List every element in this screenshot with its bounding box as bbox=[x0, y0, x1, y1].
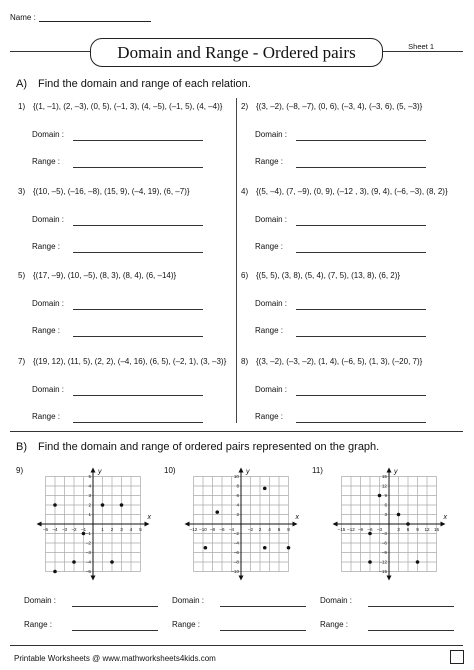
problem-number: 2) bbox=[241, 102, 249, 111]
range-answer-line[interactable] bbox=[368, 630, 454, 631]
range-answer-line[interactable] bbox=[73, 252, 203, 253]
range-label: Range : bbox=[24, 620, 53, 629]
range-label: Range : bbox=[32, 412, 61, 421]
problem-number: 7) bbox=[18, 357, 26, 366]
plotted-point bbox=[263, 546, 267, 550]
range-answer-line[interactable] bbox=[296, 167, 426, 168]
footer-rule bbox=[10, 645, 463, 646]
graph-number: 11) bbox=[312, 466, 323, 475]
problem-number: 5) bbox=[18, 271, 26, 280]
y-tick-label: 4 bbox=[88, 483, 91, 489]
range-label: Range : bbox=[255, 242, 284, 251]
x-tick-label: –8 bbox=[209, 527, 216, 532]
domain-answer-line[interactable] bbox=[220, 606, 306, 607]
y-axis-arrow-down bbox=[239, 576, 244, 581]
problem-set: {(5, –4), (7, –9), (0, 9), (–12 , 3), (9, 4), (–6, –3), (8, 2)} bbox=[256, 187, 448, 196]
page-title: Domain and Range - Ordered pairs bbox=[90, 38, 383, 67]
problem-text bbox=[18, 102, 222, 111]
y-tick-label: –12 bbox=[379, 559, 387, 565]
graph-number: 9) bbox=[16, 466, 24, 475]
domain-answer-line[interactable] bbox=[73, 140, 203, 141]
section-b-instruction: Find the domain and range of ordered pairs represented on the graph. bbox=[38, 441, 380, 453]
range-label: Range : bbox=[32, 242, 61, 251]
x-tick-label: 6 bbox=[277, 527, 281, 532]
section-rule bbox=[10, 431, 463, 432]
domain-label: Domain : bbox=[255, 385, 288, 394]
y-tick-label: –10 bbox=[231, 569, 239, 575]
y-tick-label: 10 bbox=[233, 474, 239, 480]
name-label: Name : bbox=[10, 13, 36, 22]
x-axis-label: x bbox=[443, 514, 447, 521]
domain-label: Domain : bbox=[32, 215, 65, 224]
x-tick-label: 3 bbox=[397, 527, 400, 532]
problem-text bbox=[241, 357, 422, 366]
x-axis-arrow-right bbox=[293, 522, 298, 527]
name-row bbox=[10, 13, 151, 22]
y-axis-label: y bbox=[98, 468, 102, 476]
problem-text bbox=[18, 271, 176, 280]
x-tick-label: –2 bbox=[71, 527, 77, 532]
y-tick-label: –9 bbox=[381, 550, 387, 556]
y-tick-label: –3 bbox=[381, 531, 387, 537]
plotted-point bbox=[82, 532, 86, 536]
x-axis-arrow-left bbox=[37, 522, 42, 527]
x-tick-label: 8 bbox=[287, 527, 290, 532]
problem-number: 3) bbox=[18, 187, 26, 196]
range-label: Range : bbox=[255, 157, 284, 166]
y-tick-label: 4 bbox=[236, 502, 239, 508]
y-tick-label: –2 bbox=[85, 540, 91, 546]
coordinate-grid bbox=[178, 466, 308, 588]
x-axis-label: x bbox=[147, 514, 151, 521]
y-tick-label: 8 bbox=[236, 483, 239, 489]
x-tick-label: 4 bbox=[268, 527, 271, 532]
column-divider bbox=[236, 98, 237, 423]
domain-label: Domain : bbox=[32, 130, 65, 139]
range-label: Range : bbox=[320, 620, 349, 629]
domain-answer-line[interactable] bbox=[73, 395, 203, 396]
x-tick-label: 3 bbox=[120, 527, 123, 532]
domain-label: Domain : bbox=[255, 215, 288, 224]
y-tick-label: –4 bbox=[233, 540, 239, 546]
section-a-letter: A) bbox=[16, 78, 27, 90]
x-axis-arrow-right bbox=[145, 522, 150, 527]
y-tick-label: 6 bbox=[384, 502, 387, 508]
domain-answer-line[interactable] bbox=[72, 606, 158, 607]
y-tick-label: 3 bbox=[384, 512, 387, 518]
range-answer-line[interactable] bbox=[73, 167, 203, 168]
domain-label: Domain : bbox=[32, 385, 65, 394]
plotted-point bbox=[368, 560, 372, 564]
range-label: Range : bbox=[32, 326, 61, 335]
range-answer-line[interactable] bbox=[296, 336, 426, 337]
domain-label: Domain : bbox=[255, 299, 288, 308]
range-label: Range : bbox=[32, 157, 61, 166]
x-tick-label: 4 bbox=[129, 527, 133, 532]
domain-answer-line[interactable] bbox=[73, 309, 203, 310]
domain-answer-line[interactable] bbox=[296, 309, 426, 310]
range-label: Range : bbox=[172, 620, 201, 629]
y-axis-label: y bbox=[394, 468, 398, 476]
problem-set: {(19, 12), (11, 5), (2, 2), (–4, 16), (6, 5), (–2, 1), (3, –3)} bbox=[33, 357, 227, 366]
section-a-instruction: Find the domain and range of each relation. bbox=[38, 78, 251, 90]
graph-number: 10) bbox=[164, 466, 176, 475]
footer-logo-box bbox=[450, 650, 464, 664]
plotted-point bbox=[368, 532, 372, 536]
y-tick-label: –6 bbox=[233, 550, 239, 556]
coordinate-grid bbox=[326, 466, 456, 588]
plotted-point bbox=[101, 503, 105, 507]
y-tick-label: –4 bbox=[85, 559, 91, 565]
problem-text bbox=[241, 102, 422, 111]
x-axis-arrow-right bbox=[441, 522, 446, 527]
problem-text bbox=[241, 271, 400, 280]
footer-text: Printable Worksheets @ www.mathworksheets4kids.com bbox=[14, 654, 216, 663]
plotted-point bbox=[72, 560, 76, 564]
y-axis-arrow-up bbox=[239, 468, 244, 473]
range-answer-line[interactable] bbox=[296, 252, 426, 253]
domain-label: Domain : bbox=[172, 596, 205, 605]
y-axis-arrow-up bbox=[387, 468, 392, 473]
y-tick-label: 6 bbox=[236, 493, 239, 499]
y-tick-label: 15 bbox=[381, 474, 387, 480]
sheet-label: Sheet 1 bbox=[408, 42, 434, 51]
y-tick-label: 1 bbox=[88, 512, 91, 518]
x-tick-label: 2 bbox=[110, 527, 114, 532]
x-tick-label: 5 bbox=[139, 527, 142, 532]
x-tick-label: –12 bbox=[189, 527, 198, 532]
x-tick-label: 2 bbox=[258, 527, 262, 532]
problem-set: {(10, –5), (–16, –8), (15, 9), (–4, 19), (6, –7)} bbox=[33, 187, 190, 196]
section-a-heading bbox=[16, 78, 251, 90]
domain-answer-line[interactable] bbox=[296, 140, 426, 141]
y-tick-label: 9 bbox=[384, 493, 387, 499]
range-answer-line[interactable] bbox=[73, 422, 203, 423]
coordinate-grid bbox=[30, 466, 160, 588]
problem-text bbox=[241, 187, 448, 196]
x-axis-label: x bbox=[295, 514, 299, 521]
domain-label: Domain : bbox=[320, 596, 353, 605]
problem-number: 4) bbox=[241, 187, 249, 196]
x-tick-label: –4 bbox=[228, 527, 235, 532]
x-tick-label: –5 bbox=[42, 527, 49, 532]
plotted-point bbox=[53, 570, 57, 574]
domain-answer-line[interactable] bbox=[296, 395, 426, 396]
problem-text bbox=[18, 357, 226, 366]
plotted-point bbox=[397, 513, 401, 517]
section-b-heading bbox=[16, 441, 379, 453]
plotted-point bbox=[416, 560, 420, 564]
y-axis-arrow-down bbox=[91, 576, 96, 581]
problem-text bbox=[18, 187, 190, 196]
y-axis-arrow-down bbox=[387, 576, 392, 581]
plotted-point bbox=[406, 522, 410, 526]
x-axis-arrow-left bbox=[333, 522, 338, 527]
plotted-point bbox=[287, 546, 291, 550]
plotted-point bbox=[53, 503, 57, 507]
y-tick-label: –3 bbox=[85, 550, 91, 556]
y-tick-label: –1 bbox=[85, 531, 91, 537]
problem-set: {(5, 5), (3, 8), (5, 4), (7, 5), (13, 8), (6, 2)} bbox=[256, 271, 401, 280]
problem-number: 8) bbox=[241, 357, 249, 366]
domain-label: Domain : bbox=[32, 299, 65, 308]
x-tick-label: 6 bbox=[406, 527, 410, 532]
range-answer-line[interactable] bbox=[220, 630, 306, 631]
plotted-point bbox=[263, 487, 267, 491]
y-tick-label: 12 bbox=[381, 483, 387, 489]
x-tick-label: –6 bbox=[367, 527, 373, 532]
range-label: Range : bbox=[255, 326, 284, 335]
x-tick-label: –2 bbox=[247, 527, 254, 532]
x-tick-label: 9 bbox=[416, 527, 419, 532]
y-tick-label: 5 bbox=[88, 474, 91, 480]
y-tick-label: –6 bbox=[381, 540, 387, 546]
problem-set: {(3, –2), (–8, –7), (0, 6), (–3, 4), (–3, 6), (5, –3)} bbox=[256, 102, 423, 111]
x-tick-label: –1 bbox=[80, 527, 87, 532]
x-tick-label: –3 bbox=[61, 527, 68, 532]
name-line[interactable] bbox=[39, 13, 151, 22]
problem-set: {(17, –9), (10, –5), (8, 3), (8, 4), (6, –14)} bbox=[33, 271, 177, 280]
x-tick-label: –6 bbox=[219, 527, 225, 532]
plotted-point bbox=[120, 503, 124, 507]
range-answer-line[interactable] bbox=[73, 336, 203, 337]
x-tick-label: –12 bbox=[347, 527, 355, 532]
x-tick-label: 12 bbox=[424, 527, 430, 532]
domain-answer-line[interactable] bbox=[296, 225, 426, 226]
y-tick-label: 3 bbox=[88, 493, 91, 499]
domain-answer-line[interactable] bbox=[368, 606, 454, 607]
problem-number: 1) bbox=[18, 102, 26, 111]
y-axis-label: y bbox=[246, 468, 250, 476]
domain-label: Domain : bbox=[255, 130, 288, 139]
domain-label: Domain : bbox=[24, 596, 57, 605]
range-label: Range : bbox=[255, 412, 284, 421]
x-tick-label: 1 bbox=[101, 527, 104, 532]
plotted-point bbox=[215, 510, 219, 514]
x-tick-label: –4 bbox=[52, 527, 58, 532]
plotted-point bbox=[204, 546, 208, 550]
y-tick-label: –15 bbox=[379, 569, 387, 575]
section-b-letter: B) bbox=[16, 441, 27, 453]
range-answer-line[interactable] bbox=[72, 630, 158, 631]
y-tick-label: –2 bbox=[233, 531, 239, 537]
problem-set: {(3, –2), (–3, –2), (1, 4), (–6, 5), (1, 3), (–20, 7)} bbox=[256, 357, 423, 366]
domain-answer-line[interactable] bbox=[73, 225, 203, 226]
y-tick-label: –8 bbox=[233, 559, 239, 565]
x-tick-label: –3 bbox=[376, 527, 383, 532]
problem-number: 6) bbox=[241, 271, 249, 280]
x-tick-label: –15 bbox=[337, 527, 346, 532]
plotted-point bbox=[110, 560, 114, 564]
range-answer-line[interactable] bbox=[296, 422, 426, 423]
y-tick-label: 2 bbox=[236, 512, 239, 518]
x-tick-label: –9 bbox=[357, 527, 364, 532]
x-tick-label: 15 bbox=[433, 527, 440, 532]
x-tick-label: –10 bbox=[199, 527, 207, 532]
y-tick-label: 2 bbox=[88, 502, 91, 508]
x-axis-arrow-left bbox=[185, 522, 190, 527]
y-axis-arrow-up bbox=[91, 468, 96, 473]
plotted-point bbox=[378, 494, 382, 498]
y-tick-label: –5 bbox=[85, 569, 91, 575]
problem-set: {(1, –1), (2, –3), (0, 5), (–1, 3), (4, –5), (–1, 5), (4, –4)} bbox=[33, 102, 223, 111]
